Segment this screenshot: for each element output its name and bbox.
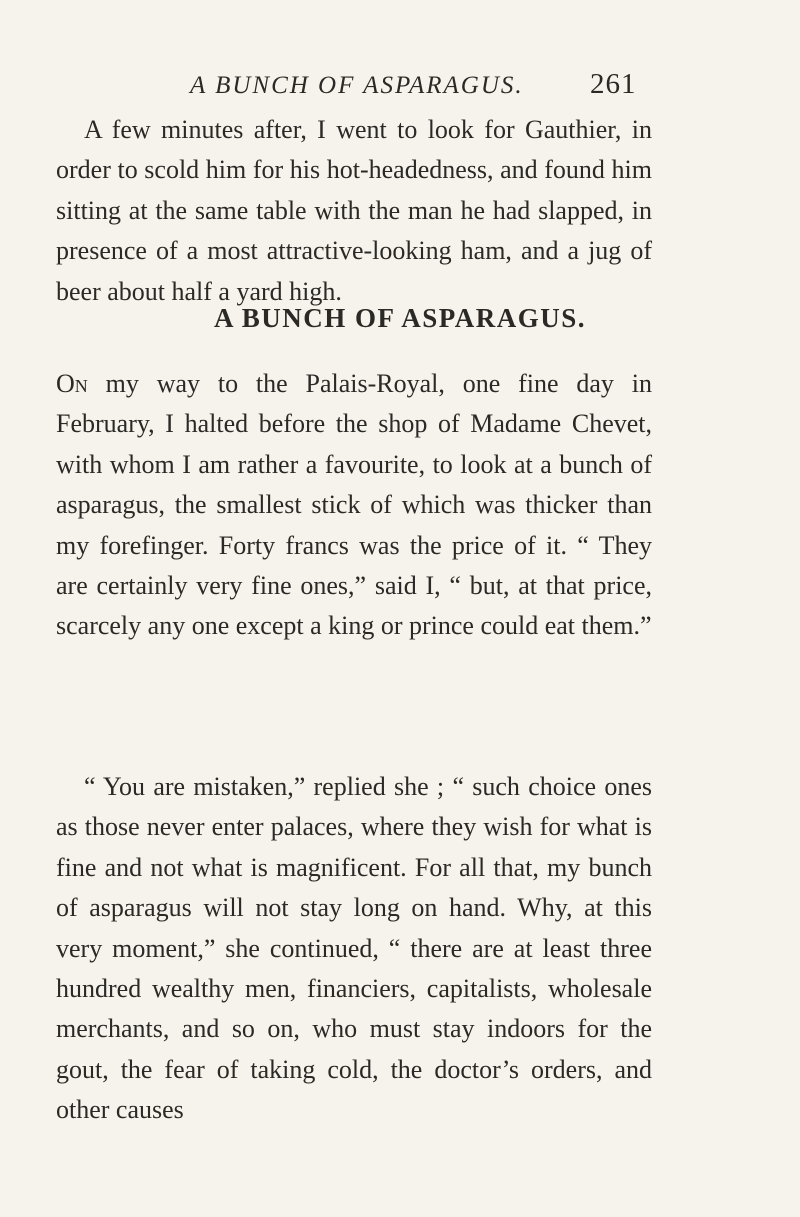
paragraph-2 — [56, 364, 652, 647]
page-number: 261 — [590, 68, 637, 100]
paragraph-2-lead: On — [56, 369, 88, 398]
paragraph-1: A few minutes after, I went to look for Gauthier, in order to scold him for his hot-headedness, and found him sitting at the same table with the man he had slapped, in presence of a most attractive-looking ham, and a jug of beer about half a yard high. — [56, 115, 652, 306]
running-head: A BUNCH OF ASPARAGUS. — [190, 72, 524, 99]
section-title: A BUNCH OF ASPARAGUS. — [213, 303, 587, 333]
paragraph-3: “ You are mistaken,” replied she ; “ such choice ones as those never enter palaces, where they wish for what is fine and not what is magnificent. For all that, my bunch of asparagus will not stay long on hand. Why, at this very moment,” she continued, “ there are at least three hundred wealthy men, financiers, capitalists, wholesale merchants, and so on, who must stay indoors for the gout, the fear of taking cold, the doctor’s orders, and other causes — [56, 772, 652, 1125]
paragraph-2-rest: my way to the Palais-Royal, one fine day in February, I halted before the shop of Madame Chevet, with whom I am rather a favourite, to look at a bunch of asparagus, the smallest stick of which was thicker than my forefinger. Forty francs was the price of it. “ They are certainly very fine ones,” said I, “ but, at that price, scarcely any one except a king or prince could eat them.” — [56, 369, 652, 641]
